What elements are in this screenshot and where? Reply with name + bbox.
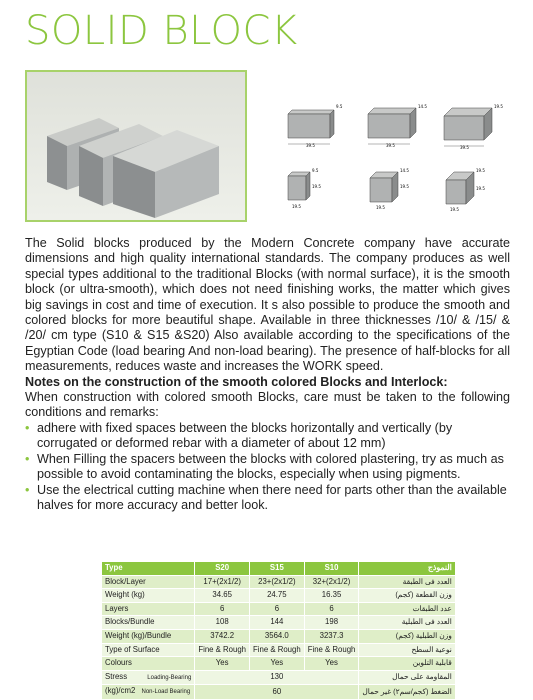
specifications-table xyxy=(101,561,456,700)
stress-non-load-value: 60 xyxy=(195,685,359,700)
cell-s20: 34.65 xyxy=(195,589,250,603)
cell-s20: Yes xyxy=(195,657,250,671)
page-title: SOLID BLOCK xyxy=(25,8,298,54)
notes-list xyxy=(25,421,510,513)
cell-s15: 3564.0 xyxy=(250,629,305,643)
stress-row-label xyxy=(102,670,195,685)
list-item: • When Filling the spacers between the blocks with colored plastering, try as much as possible to avoid contaminating the blocks, especially when using pigments. xyxy=(25,452,510,483)
cell-s10: 32+(2x1/2) xyxy=(304,575,359,589)
diagram-length-label-c: 39.5 xyxy=(460,145,469,150)
column-header-arabic: النموذج xyxy=(359,562,455,576)
cell-s15: 24.75 xyxy=(250,589,305,603)
full-block-s10-diagram xyxy=(288,104,343,148)
row-label-arabic: العدد فى الطبقة xyxy=(359,575,455,589)
full-block-s20-diagram xyxy=(444,104,503,150)
half-block-s15-diagram xyxy=(370,168,409,210)
diagram-half-thickness-label-c: 19.5 xyxy=(476,168,485,173)
row-label-arabic: وزن القطعة (كجم) xyxy=(359,589,455,603)
table-header-row xyxy=(102,562,456,576)
cell-s20: 108 xyxy=(195,616,250,630)
table-row xyxy=(102,616,456,630)
cell-s20: 3742.2 xyxy=(195,629,250,643)
table-row xyxy=(102,629,456,643)
column-header-s10: S10 xyxy=(304,562,359,576)
stress-arabic-non-load: الضغط (كجم/سم٢) غير حمال xyxy=(359,685,455,700)
diagram-thickness-label-a: 9.5 xyxy=(336,104,343,109)
diagram-length-label-b: 39.5 xyxy=(386,143,395,148)
diagram-length-label-a: 39.5 xyxy=(306,143,315,148)
notes-heading: Notes on the construction of the smooth colored Blocks and Interlock: xyxy=(25,374,448,389)
cell-s20: Fine & Rough xyxy=(195,643,250,657)
table-row xyxy=(102,670,456,685)
table-row xyxy=(102,589,456,603)
column-header-s15: S15 xyxy=(250,562,305,576)
cell-s15: 23+(2x1/2) xyxy=(250,575,305,589)
table-row xyxy=(102,602,456,616)
row-label: Weight (kg)/Bundle xyxy=(102,629,195,643)
half-block-s20-diagram xyxy=(446,168,485,212)
table-row xyxy=(102,643,456,657)
cell-s10: Fine & Rough xyxy=(304,643,359,657)
diagram-height-label-a: 19.5 xyxy=(312,184,321,189)
row-label-arabic: نوعية السطح xyxy=(359,643,455,657)
row-label: Weight (kg) xyxy=(102,589,195,603)
table-row xyxy=(102,657,456,671)
list-item: • adhere with fixed spaces between the blocks horizontally and vertically (by corrugated or deformed rebar with a diameter of about 12 mm) xyxy=(25,421,510,452)
solid-blocks-photo xyxy=(25,70,247,222)
table-row xyxy=(102,575,456,589)
diagram-half-label-b: 19.5 xyxy=(376,205,385,210)
half-block-s10-diagram xyxy=(288,168,321,209)
diagram-half-label-c: 19.5 xyxy=(450,207,459,212)
diagram-half-thickness-label-a: 9.5 xyxy=(312,168,319,173)
diagram-thickness-label-b: 14.5 xyxy=(418,104,427,109)
notes-intro: When construction with colored smooth Blocks, care must be taken to the following conditions and remarks: xyxy=(25,390,510,420)
stress-label: Stress xyxy=(105,671,128,681)
diagram-half-label-a: 19.5 xyxy=(292,204,301,209)
table-row xyxy=(102,685,456,700)
cell-s15: Fine & Rough xyxy=(250,643,305,657)
description-paragraph: The Solid blocks produced by the Modern Concrete company have accurate dimensions and high quality international standards. The company produces as well special types additional to the traditional Blocks (with normal surface), it is the smooth block (or ultra-smooth), which does not need finishing works, the matter which gives big savings in cost and time of execution. It s also possible to produce the smooth and colored blocks for more beautiful shape. Available in three thicknesses /10/ & /15/ & /20/ cm type (S10 & S15 &S20) Also available according to the specifications of the Egyptian Code (load bearing And non-load bearing). The presence of half-blocks for all measurements, reduces waste and increases the WORK speed. xyxy=(25,236,510,374)
loading-bearing-label: Loading-Bearing xyxy=(147,674,192,681)
row-label-arabic: العدد فى الطبلية xyxy=(359,616,455,630)
stress-loading-value: 130 xyxy=(195,670,359,685)
row-label: Colours xyxy=(102,657,195,671)
stress-unit: (kg)/cm2 xyxy=(105,686,136,696)
description-section xyxy=(25,236,510,513)
row-label-arabic: وزن الطبلية (كجم) xyxy=(359,629,455,643)
row-label: Blocks/Bundle xyxy=(102,616,195,630)
cell-s15: 144 xyxy=(250,616,305,630)
stress-arabic-loading: المقاومة على حمال xyxy=(359,670,455,685)
row-label-arabic: قابلية التلوين xyxy=(359,657,455,671)
diagram-half-thickness-label-b: 14.5 xyxy=(400,168,409,173)
column-header-s20: S20 xyxy=(195,562,250,576)
row-label-arabic: عدد الطبقات xyxy=(359,602,455,616)
cell-s10: 6 xyxy=(304,602,359,616)
cell-s10: 198 xyxy=(304,616,359,630)
full-block-s15-diagram xyxy=(368,104,427,148)
block-dimension-diagrams xyxy=(270,96,520,216)
row-label: Type of Surface xyxy=(102,643,195,657)
diagram-height-label-b: 19.5 xyxy=(400,184,409,189)
diagram-thickness-label-c: 19.5 xyxy=(494,104,503,109)
non-load-bearing-label: Non-Load Bearing xyxy=(141,689,191,696)
cell-s10: Yes xyxy=(304,657,359,671)
diagram-height-label-c: 19.5 xyxy=(476,186,485,191)
cell-s20: 6 xyxy=(195,602,250,616)
list-item: • Use the electrical cutting machine when there need for parts other than the available halves for more accuracy and better look. xyxy=(25,483,510,514)
column-header-type: Type xyxy=(102,562,195,576)
cell-s10: 3237.3 xyxy=(304,629,359,643)
cell-s15: 6 xyxy=(250,602,305,616)
stress-unit-label xyxy=(102,685,195,700)
row-label: Layers xyxy=(102,602,195,616)
cell-s20: 17+(2x1/2) xyxy=(195,575,250,589)
cell-s10: 16.35 xyxy=(304,589,359,603)
row-label: Block/Layer xyxy=(102,575,195,589)
cell-s15: Yes xyxy=(250,657,305,671)
